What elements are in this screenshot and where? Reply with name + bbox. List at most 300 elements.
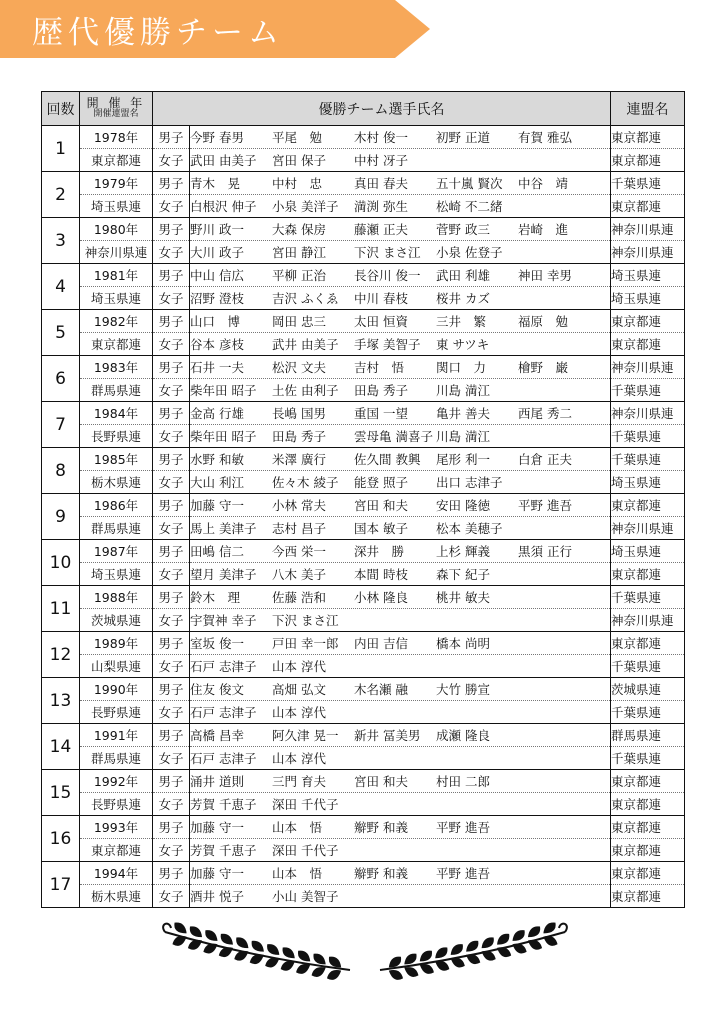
- sex-label: 男子: [153, 172, 190, 195]
- player-name: 西尾 秀二: [518, 406, 572, 421]
- held-year: 1993年: [80, 816, 153, 839]
- player-name: 下沢 まさ江: [272, 613, 339, 628]
- held-year: 1990年: [80, 678, 153, 701]
- league-name: 千葉県連: [611, 586, 685, 609]
- sex-label: 男子: [153, 356, 190, 379]
- player-name: 辮野 和義: [354, 866, 408, 881]
- player-name: 今西 栄一: [272, 544, 326, 559]
- host-league: 群馬県連: [80, 517, 153, 540]
- player-name: 戸田 幸一郎: [272, 636, 339, 651]
- league-name: 東京都連: [611, 149, 685, 172]
- player-name: 石戸 志津子: [190, 751, 257, 766]
- player-name: 土佐 由利子: [272, 383, 339, 398]
- player-name: 松本 美穂子: [436, 521, 503, 536]
- player-name: 米澤 廣行: [272, 452, 326, 467]
- player-name: 野川 政一: [190, 222, 244, 237]
- player-name: 小林 隆良: [354, 590, 408, 605]
- player-name: 田嶋 信二: [190, 544, 244, 559]
- players-cell: [190, 379, 611, 402]
- table-row-men: [42, 770, 685, 793]
- round-number: 7: [42, 402, 80, 448]
- table-row-men: [42, 678, 685, 701]
- league-name: 東京都連: [611, 793, 685, 816]
- players-cell: [190, 655, 611, 678]
- host-league: 栃木県連: [80, 471, 153, 494]
- player-name: 住友 俊文: [190, 682, 244, 697]
- sex-label: 男子: [153, 264, 190, 287]
- league-name: 東京都連: [611, 816, 685, 839]
- player-name: 木村 俊一: [354, 130, 408, 145]
- players-cell: [190, 793, 611, 816]
- player-name: 佐藤 浩和: [272, 590, 326, 605]
- player-name: 佐久間 教興: [354, 452, 421, 467]
- player-name: 小山 美智子: [272, 889, 339, 904]
- round-number: 2: [42, 172, 80, 218]
- sex-label: 男子: [153, 724, 190, 747]
- players-cell: [190, 471, 611, 494]
- player-name: 石井 一夫: [190, 360, 244, 375]
- sex-label: 女子: [153, 701, 190, 724]
- player-name: 雲母亀 満喜子: [354, 429, 433, 444]
- round-number: 14: [42, 724, 80, 770]
- player-name: 小林 常夫: [272, 498, 326, 513]
- host-league: 神奈川県連: [80, 241, 153, 264]
- table-body: [42, 126, 685, 908]
- players-cell: [190, 839, 611, 862]
- laurel-right-branch: [380, 920, 567, 982]
- player-name: 村田 二郎: [436, 774, 490, 789]
- player-name: 満渕 弥生: [354, 199, 408, 214]
- players-cell: [190, 218, 611, 241]
- sex-label: 女子: [153, 747, 190, 770]
- player-name: 平尾 勉: [272, 130, 323, 145]
- players-cell: [190, 494, 611, 517]
- table-row-men: [42, 862, 685, 885]
- host-league: 群馬県連: [80, 379, 153, 402]
- player-name: 宮田 和夫: [354, 774, 408, 789]
- player-name: 成瀬 隆良: [436, 728, 490, 743]
- held-year: 1979年: [80, 172, 153, 195]
- player-name: 大森 保房: [272, 222, 326, 237]
- held-year: 1991年: [80, 724, 153, 747]
- held-year: 1978年: [80, 126, 153, 149]
- player-name: 有賀 雅弘: [518, 130, 572, 145]
- player-name: 深井 勝: [354, 544, 405, 559]
- league-name: 群馬県連: [611, 724, 685, 747]
- host-league: 東京都連: [80, 839, 153, 862]
- title-banner: [0, 0, 430, 58]
- sex-label: 男子: [153, 310, 190, 333]
- sex-label: 男子: [153, 632, 190, 655]
- player-name: 初野 正道: [436, 130, 490, 145]
- player-name: 田島 秀子: [272, 429, 326, 444]
- host-league: 東京都連: [80, 149, 153, 172]
- round-number: 9: [42, 494, 80, 540]
- players-cell: [190, 885, 611, 908]
- player-name: 岡田 忠三: [272, 314, 326, 329]
- player-name: 佐々木 綾子: [272, 475, 339, 490]
- league-name: 神奈川県連: [611, 517, 685, 540]
- table-row-women: [42, 241, 685, 264]
- held-year: 1981年: [80, 264, 153, 287]
- sex-label: 女子: [153, 287, 190, 310]
- players-cell: [190, 701, 611, 724]
- player-name: 高畑 弘文: [272, 682, 326, 697]
- player-name: 平柳 正治: [272, 268, 326, 283]
- player-name: 手塚 美智子: [354, 337, 421, 352]
- host-league: 山梨県連: [80, 655, 153, 678]
- league-name: 東京都連: [611, 195, 685, 218]
- player-name: 藤瀬 正夫: [354, 222, 408, 237]
- table-row-women: [42, 471, 685, 494]
- host-league: 埼玉県連: [80, 563, 153, 586]
- sex-label: 男子: [153, 770, 190, 793]
- player-name: 国本 敏子: [354, 521, 408, 536]
- held-year: 1992年: [80, 770, 153, 793]
- players-cell: [190, 747, 611, 770]
- league-name: 東京都連: [611, 563, 685, 586]
- player-name: 山本 悟: [272, 820, 323, 835]
- sex-label: 女子: [153, 333, 190, 356]
- player-name: 宇賀神 幸子: [190, 613, 257, 628]
- player-name: 東 サツキ: [436, 337, 490, 352]
- player-name: 水野 和敏: [190, 452, 244, 467]
- player-name: 木名瀬 融: [354, 682, 408, 697]
- league-name: 千葉県連: [611, 655, 685, 678]
- league-name: 神奈川県連: [611, 402, 685, 425]
- table-row-men: [42, 402, 685, 425]
- league-name: 千葉県連: [611, 747, 685, 770]
- player-name: 望月 美津子: [190, 567, 257, 582]
- player-name: 中山 信広: [190, 268, 244, 283]
- players-cell: [190, 540, 611, 563]
- round-number: 13: [42, 678, 80, 724]
- player-name: 芳賀 千恵子: [190, 843, 257, 858]
- player-name: 加藤 守一: [190, 866, 244, 881]
- player-name: 森下 紀子: [436, 567, 490, 582]
- host-league: 長野県連: [80, 701, 153, 724]
- players-cell: [190, 724, 611, 747]
- sex-label: 女子: [153, 195, 190, 218]
- player-name: 芳賀 千恵子: [190, 797, 257, 812]
- player-name: 青木 晃: [190, 176, 241, 191]
- players-cell: [190, 310, 611, 333]
- round-number: 3: [42, 218, 80, 264]
- player-name: 五十嵐 賢次: [436, 176, 503, 191]
- table-row-men: [42, 264, 685, 287]
- player-name: 大川 政子: [190, 245, 244, 260]
- player-name: 中川 春枝: [354, 291, 408, 306]
- table-row-women: [42, 517, 685, 540]
- table-row-men: [42, 816, 685, 839]
- sex-label: 男子: [153, 540, 190, 563]
- league-name: 埼玉県連: [611, 471, 685, 494]
- league-name: 神奈川県連: [611, 609, 685, 632]
- sex-label: 男子: [153, 494, 190, 517]
- league-name: 千葉県連: [611, 448, 685, 471]
- player-name: 本間 時枝: [354, 567, 408, 582]
- player-name: 武井 由美子: [272, 337, 339, 352]
- players-cell: [190, 586, 611, 609]
- player-name: 上杉 輝義: [436, 544, 490, 559]
- player-name: 吉沢 ふくゑ: [272, 291, 339, 306]
- sex-label: 男子: [153, 448, 190, 471]
- held-year: 1980年: [80, 218, 153, 241]
- player-name: 福原 勉: [518, 314, 569, 329]
- player-name: 田島 秀子: [354, 383, 408, 398]
- league-name: 東京都連: [611, 862, 685, 885]
- player-name: 桃井 敏夫: [436, 590, 490, 605]
- laurel-icon: [145, 912, 585, 982]
- league-name: 神奈川県連: [611, 241, 685, 264]
- players-cell: [190, 816, 611, 839]
- sex-label: 男子: [153, 402, 190, 425]
- player-name: 亀井 善夫: [436, 406, 490, 421]
- player-name: 志村 昌子: [272, 521, 326, 536]
- round-number: 12: [42, 632, 80, 678]
- table-row-men: [42, 494, 685, 517]
- sex-label: 女子: [153, 379, 190, 402]
- sex-label: 女子: [153, 839, 190, 862]
- player-name: 太田 恒資: [354, 314, 408, 329]
- players-cell: [190, 264, 611, 287]
- table-row-women: [42, 563, 685, 586]
- player-name: 真田 春夫: [354, 176, 408, 191]
- header-league: 連盟名: [611, 92, 685, 126]
- player-name: 宮田 静江: [272, 245, 326, 260]
- league-name: 埼玉県連: [611, 540, 685, 563]
- host-league: 群馬県連: [80, 747, 153, 770]
- table-row-men: [42, 218, 685, 241]
- header-venue-year: 開 催 年: [86, 96, 146, 111]
- player-name: 酒井 悦子: [190, 889, 244, 904]
- league-name: 東京都連: [611, 126, 685, 149]
- player-name: 下沢 まさ江: [354, 245, 421, 260]
- held-year: 1994年: [80, 862, 153, 885]
- sex-label: 女子: [153, 517, 190, 540]
- league-name: 千葉県連: [611, 379, 685, 402]
- player-name: 山本 淳代: [272, 751, 326, 766]
- league-name: 東京都連: [611, 494, 685, 517]
- league-name: 千葉県連: [611, 425, 685, 448]
- table-row-women: [42, 885, 685, 908]
- player-name: 宮田 和夫: [354, 498, 408, 513]
- host-league: 東京都連: [80, 333, 153, 356]
- sex-label: 男子: [153, 678, 190, 701]
- laurel-left-branch: [163, 920, 350, 982]
- player-name: 松崎 不二緒: [436, 199, 503, 214]
- league-name: 東京都連: [611, 839, 685, 862]
- player-name: 中村 冴子: [354, 153, 408, 168]
- player-name: 三門 育夫: [272, 774, 326, 789]
- held-year: 1987年: [80, 540, 153, 563]
- league-name: 千葉県連: [611, 701, 685, 724]
- table-row-men: [42, 540, 685, 563]
- table-row-women: [42, 195, 685, 218]
- players-cell: [190, 678, 611, 701]
- sex-label: 女子: [153, 793, 190, 816]
- player-name: 八木 美子: [272, 567, 326, 582]
- table-row-women: [42, 655, 685, 678]
- table-row-women: [42, 793, 685, 816]
- league-name: 東京都連: [611, 770, 685, 793]
- player-name: 柴年田 昭子: [190, 383, 257, 398]
- players-cell: [190, 609, 611, 632]
- player-name: 白倉 正夫: [518, 452, 572, 467]
- player-name: 金高 行雄: [190, 406, 244, 421]
- player-name: 今野 春男: [190, 130, 244, 145]
- round-number: 5: [42, 310, 80, 356]
- table-row-men: [42, 448, 685, 471]
- players-cell: [190, 448, 611, 471]
- table-row-men: [42, 724, 685, 747]
- table-row-women: [42, 747, 685, 770]
- table-row-men: [42, 356, 685, 379]
- league-name: 埼玉県連: [611, 287, 685, 310]
- held-year: 1983年: [80, 356, 153, 379]
- sex-label: 女子: [153, 149, 190, 172]
- player-name: 宮田 保子: [272, 153, 326, 168]
- players-cell: [190, 149, 611, 172]
- players-cell: [190, 862, 611, 885]
- held-year: 1989年: [80, 632, 153, 655]
- sex-label: 女子: [153, 655, 190, 678]
- player-name: 中谷 靖: [518, 176, 569, 191]
- held-year: 1988年: [80, 586, 153, 609]
- players-cell: [190, 425, 611, 448]
- league-name: 神奈川県連: [611, 356, 685, 379]
- round-number: 1: [42, 126, 80, 172]
- player-name: 三井 繁: [436, 314, 487, 329]
- player-name: 馬上 美津子: [190, 521, 257, 536]
- host-league: 埼玉県連: [80, 287, 153, 310]
- player-name: 平野 進吾: [436, 820, 490, 835]
- player-name: 白根沢 伸子: [190, 199, 257, 214]
- player-name: 涌井 道則: [190, 774, 244, 789]
- player-name: 橋本 尚明: [436, 636, 490, 651]
- table-row-men: [42, 126, 685, 149]
- table-row-men: [42, 632, 685, 655]
- player-name: 重国 一望: [354, 406, 408, 421]
- header-venue: [80, 92, 153, 126]
- table-row-men: [42, 586, 685, 609]
- sex-label: 男子: [153, 218, 190, 241]
- header-round: 回数: [42, 92, 80, 126]
- player-name: 谷本 彦枝: [190, 337, 244, 352]
- round-number: 17: [42, 862, 80, 908]
- sex-label: 女子: [153, 563, 190, 586]
- round-number: 6: [42, 356, 80, 402]
- player-name: 新井 冨美男: [354, 728, 421, 743]
- player-name: 桜井 カズ: [436, 291, 490, 306]
- league-name: 埼玉県連: [611, 264, 685, 287]
- page-title: 歴代優勝チーム: [32, 15, 284, 51]
- sex-label: 男子: [153, 816, 190, 839]
- table-row-women: [42, 149, 685, 172]
- round-number: 4: [42, 264, 80, 310]
- league-name: 茨城県連: [611, 678, 685, 701]
- player-name: 平野 進吾: [518, 498, 572, 513]
- player-name: 川島 満江: [436, 429, 490, 444]
- player-name: 小泉 佐登子: [436, 245, 503, 260]
- host-league: 長野県連: [80, 425, 153, 448]
- table-row-men: [42, 310, 685, 333]
- player-name: 柴年田 昭子: [190, 429, 257, 444]
- table-row-women: [42, 333, 685, 356]
- players-cell: [190, 632, 611, 655]
- player-name: 武田 由美子: [190, 153, 257, 168]
- player-name: 沼野 澄枝: [190, 291, 244, 306]
- sex-label: 女子: [153, 885, 190, 908]
- player-name: 黒須 正行: [518, 544, 572, 559]
- player-name: 菅野 政三: [436, 222, 490, 237]
- league-name: 東京都連: [611, 310, 685, 333]
- held-year: 1984年: [80, 402, 153, 425]
- table-row-women: [42, 379, 685, 402]
- table-row-women: [42, 839, 685, 862]
- players-cell: [190, 126, 611, 149]
- player-name: 阿久津 晃一: [272, 728, 339, 743]
- table-header-row: [42, 92, 685, 126]
- player-name: 石戸 志津子: [190, 659, 257, 674]
- league-name: 神奈川県連: [611, 218, 685, 241]
- players-cell: [190, 402, 611, 425]
- host-league: 茨城県連: [80, 609, 153, 632]
- player-name: 長谷川 俊一: [354, 268, 421, 283]
- table-row-men: [42, 172, 685, 195]
- round-number: 15: [42, 770, 80, 816]
- player-name: 室坂 俊一: [190, 636, 244, 651]
- player-name: 檜野 巌: [518, 360, 569, 375]
- player-name: 川島 満江: [436, 383, 490, 398]
- player-name: 平野 進吾: [436, 866, 490, 881]
- table-row-women: [42, 425, 685, 448]
- player-name: 山本 悟: [272, 866, 323, 881]
- sex-label: 男子: [153, 586, 190, 609]
- player-name: 出口 志津子: [436, 475, 503, 490]
- sex-label: 女子: [153, 425, 190, 448]
- league-name: 東京都連: [611, 333, 685, 356]
- player-name: 大山 利江: [190, 475, 244, 490]
- player-name: 加藤 守一: [190, 820, 244, 835]
- league-name: 千葉県連: [611, 172, 685, 195]
- round-number: 8: [42, 448, 80, 494]
- champions-table: [41, 91, 685, 908]
- host-league: 栃木県連: [80, 885, 153, 908]
- players-cell: [190, 770, 611, 793]
- player-name: 神田 幸男: [518, 268, 572, 283]
- held-year: 1985年: [80, 448, 153, 471]
- player-name: 尾形 利一: [436, 452, 490, 467]
- player-name: 内田 吉信: [354, 636, 408, 651]
- player-name: 岩崎 進: [518, 222, 569, 237]
- table-row-women: [42, 287, 685, 310]
- league-name: 東京都連: [611, 885, 685, 908]
- league-name: 東京都連: [611, 632, 685, 655]
- players-cell: [190, 172, 611, 195]
- player-name: 武田 利雄: [436, 268, 490, 283]
- header-venue-league: 開催連盟名: [93, 109, 139, 120]
- table-row-women: [42, 609, 685, 632]
- sex-label: 女子: [153, 241, 190, 264]
- player-name: 吉村 悟: [354, 360, 405, 375]
- held-year: 1982年: [80, 310, 153, 333]
- player-name: 松沢 文夫: [272, 360, 326, 375]
- player-name: 小泉 美洋子: [272, 199, 339, 214]
- players-cell: [190, 356, 611, 379]
- player-name: 辮野 和義: [354, 820, 408, 835]
- players-cell: [190, 241, 611, 264]
